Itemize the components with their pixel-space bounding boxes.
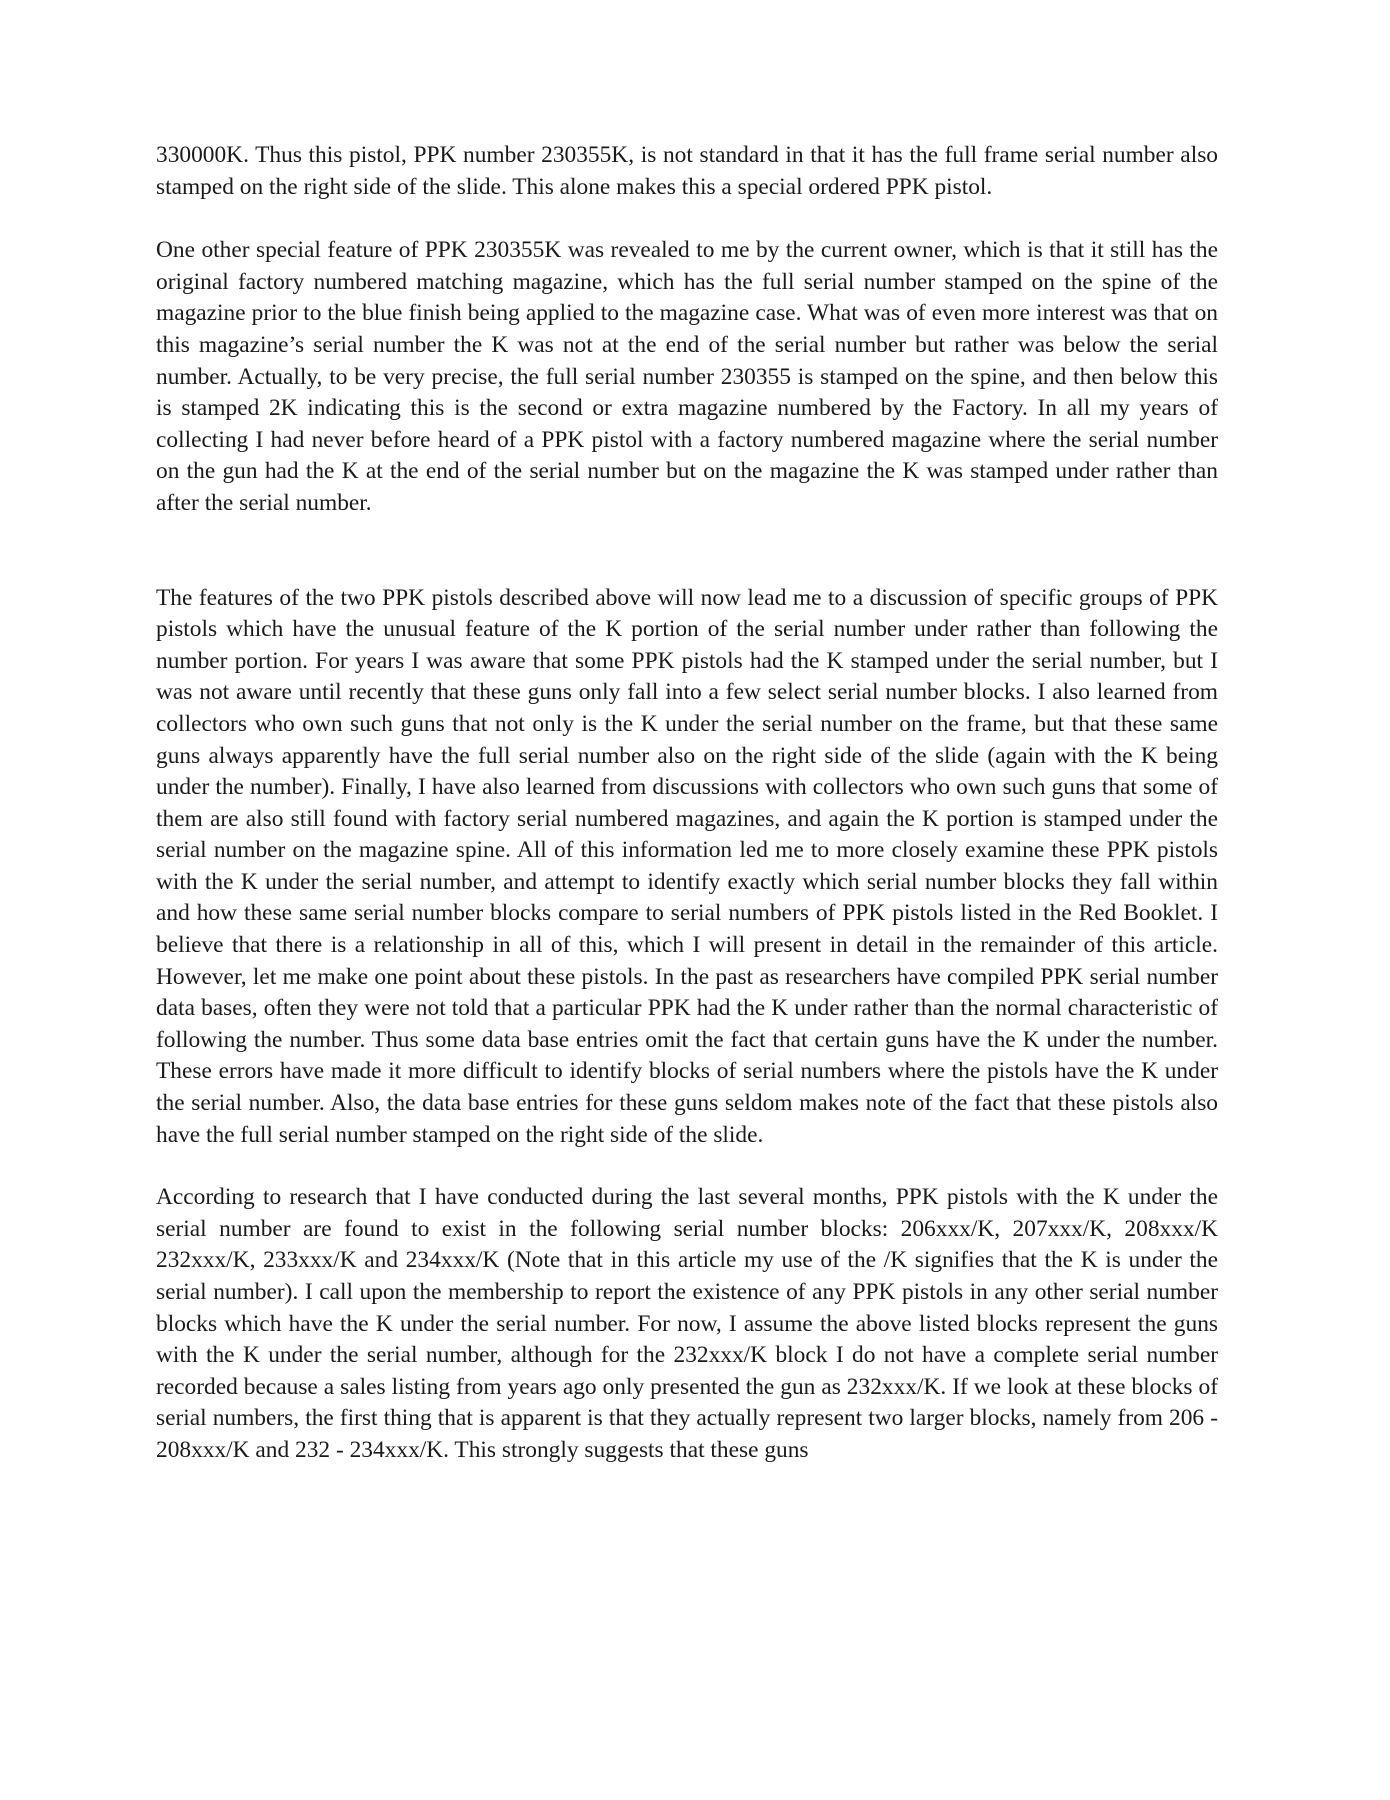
paragraph-2: One other special feature of PPK 230355K was revealed to me by the current owner, which is that it still has the original factory numbered matching magazine, which has the full serial number stamped on the spine of the magazine prior to the blue finish being applied to the magazine case. What was of even more interest was that on this magazine’s serial number the K was not at the end of the serial number but rather was below the serial number. Actually, to be very precise, the full serial number 230355 is stamped on the spine, and then below this is stamped 2K indicating this is the second or extra magazine numbered by the Factory. In all my years of collecting I had never before heard of a PPK pistol with a factory numbered magazine where the serial number on the gun had the K at the end of the serial number but on the magazine the K was stamped under rather than after the serial number.: [156, 237, 1218, 516]
paragraph-4: According to research that I have conducted during the last several months, PPK pistols with the K under the serial number are found to exist in the following serial number blocks: 206xxx/K, 207xxx/K, 208xxx/K 232xxx/K, 233xxx/K and 234xxx/K (Note that in this article my use of the /K signifies that the K is under the serial number). I call upon the membership to report the existence of any PPK pistols in any other serial number blocks which have the K under the serial number. For now, I assume the above listed blocks represent the guns with the K under the serial number, although for the 232xxx/K block I do not have a complete serial number recorded because a sales listing from years ago only presented the gun as 232xxx/K. If we look at these blocks of serial numbers, the first thing that is apparent is that they actually represent two larger blocks, namely from 206 - 208xxx/K and 232 - 234xxx/K. This strongly suggests that these guns: [156, 1184, 1218, 1463]
paragraph-3: The features of the two PPK pistols described above will now lead me to a discussion of specific groups of PPK pistols which have the unusual feature of the K portion of the serial number under rather than following the number portion. For years I was aware that some PPK pistols had the K stamped under the serial number, but I was not aware until recently that these guns only fall into a few select serial number blocks. I also learned from collectors who own such guns that not only is the K under the serial number on the frame, but that these same guns always apparently have the full serial number also on the right side of the slide (again with the K being under the number). Finally, I have also learned from discussions with collectors who own such guns that some of them are also still found with factory serial numbered magazines, and again the K portion is stamped under the serial number on the magazine spine. All of this information led me to more closely examine these PPK pistols with the K under the serial number, and attempt to identify exactly which serial number blocks they fall within and how these same serial number blocks compare to serial numbers of PPK pistols listed in the Red Booklet. I believe that there is a relationship in all of this, which I will present in detail in the remainder of this article. However, let me make one point about these pistols. In the past as researchers have compiled PPK serial number data bases, often they were not told that a particular PPK had the K under rather than the normal characteristic of following the number. Thus some data base entries omit the fact that certain guns have the K under the number. These errors have made it more difficult to identify blocks of serial numbers where the pistols have the K under the serial number. Also, the data base entries for these guns seldom makes note of the fact that these pistols also have the full serial number stamped on the right side of the slide.: [156, 584, 1218, 1148]
document-page: [156, 140, 1218, 1467]
paragraph-1: 330000K. Thus this pistol, PPK number 230355K, is not standard in that it has the full frame serial number also stamped on the right side of the slide. This alone makes this a special ordered PPK pistol.: [156, 142, 1218, 200]
